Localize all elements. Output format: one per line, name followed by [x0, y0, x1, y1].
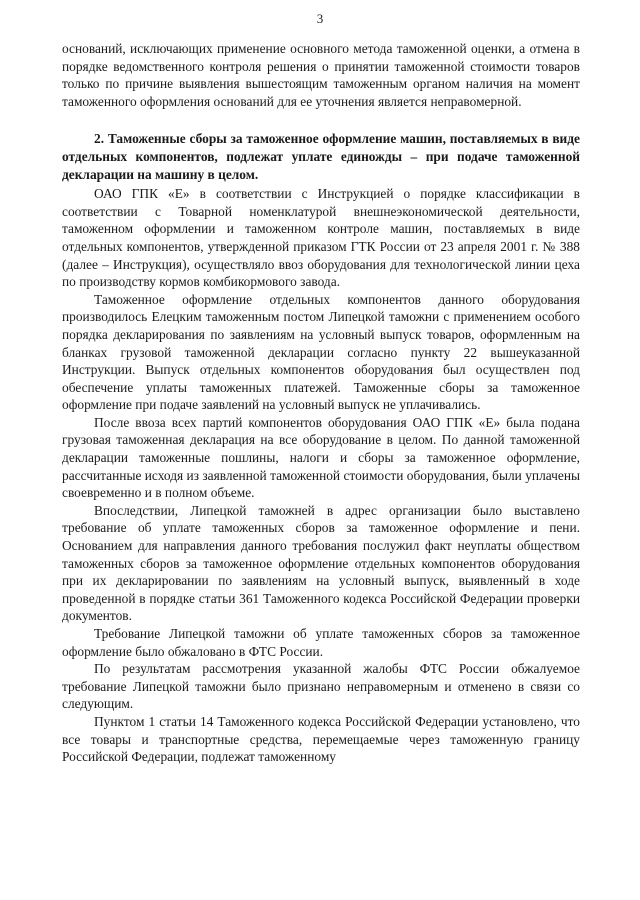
page-number: 3: [316, 11, 324, 26]
paragraph: ОАО ГПК «Е» в соответствии с Инструкцией о порядке классификации в соответствии с Товарной номенклатурой внешнеэкономической деятельности, таможенном оформлении и таможенном контроле машин, поставляемых в виде отдельных компонентов, утвержденной приказом ГТК России от 23 апреля 2001 г. № 388 (далее – Инструкция), осуществляло ввоз оборудования для технологической линии цеха по производству кормов комбикормового завода.: [62, 186, 580, 290]
section-heading: 2. Таможенные сборы за таможенное оформление машин, поставляемых в виде отдельных компонентов, подлежат уплате единожды – при подаче таможенной декларации на машину в целом.: [62, 131, 580, 182]
paragraph: По результатам рассмотрения указанной жалобы ФТС России обжалуемое требование Липецкой таможни было признано неправомерным и отменено в связи со следующим.: [62, 661, 580, 712]
paragraph: Требование Липецкой таможни об уплате таможенных сборов за таможенное оформление было обжаловано в ФТС России.: [62, 626, 580, 659]
paragraph-continuation: оснований, исключающих применение основного метода таможенной оценки, а отмена в порядке ведомственного контроля решения о принятии таможенной стоимости товаров только по причине выявления вышестоящим таможенным органом наличия на момент таможенного оформления оснований для ее уточнения является неправомерной.: [62, 41, 580, 109]
paragraph: Таможенное оформление отдельных компонентов данного оборудования производилось Елецким таможенным постом Липецкой таможни с применением особого порядка декларирования по заявлениям на условный выпуск товаров, оформленным на бланках грузовой таможенной декларации согласно пункту 22 вышеуказанной Инструкции. Выпуск отдельных компонентов оборудования был осуществлен под обеспечение уплаты таможенных платежей. Таможенные сборы за таможенное оформление при подаче заявлений на условный выпуск не уплачивались.: [62, 291, 580, 413]
body-text: [62, 40, 580, 766]
paragraph: Пунктом 1 статьи 14 Таможенного кодекса Российской Федерации установлено, что все товары и транспортные средства, перемещаемые через таможенную границу Российской Федерации, подлежат таможенному: [62, 713, 580, 765]
paragraph: Впоследствии, Липецкой таможней в адрес организации было выставлено требование об уплате таможенных сборов за таможенное оформление и пени. Основанием для направления данного требования послужил факт неуплаты обществом таможенных сборов за таможенное оформление отдельных компонентов оборудования при их декларировании по заявлениям на условный выпуск, выявленный в ходе проведенной в порядке статьи 361 Таможенного кодекса Российской Федерации проверки документов.: [62, 502, 580, 624]
paragraph: После ввоза всех партий компонентов оборудования ОАО ГПК «Е» была подана грузовая таможенная декларация на все оборудование в целом. По данной таможенной декларации таможенные пошлины, налоги и сборы за таможенное оформление, рассчитанные исходя из заявленной таможенной стоимости оборудования, были уплачены своевременно и в полном объеме.: [62, 414, 580, 501]
